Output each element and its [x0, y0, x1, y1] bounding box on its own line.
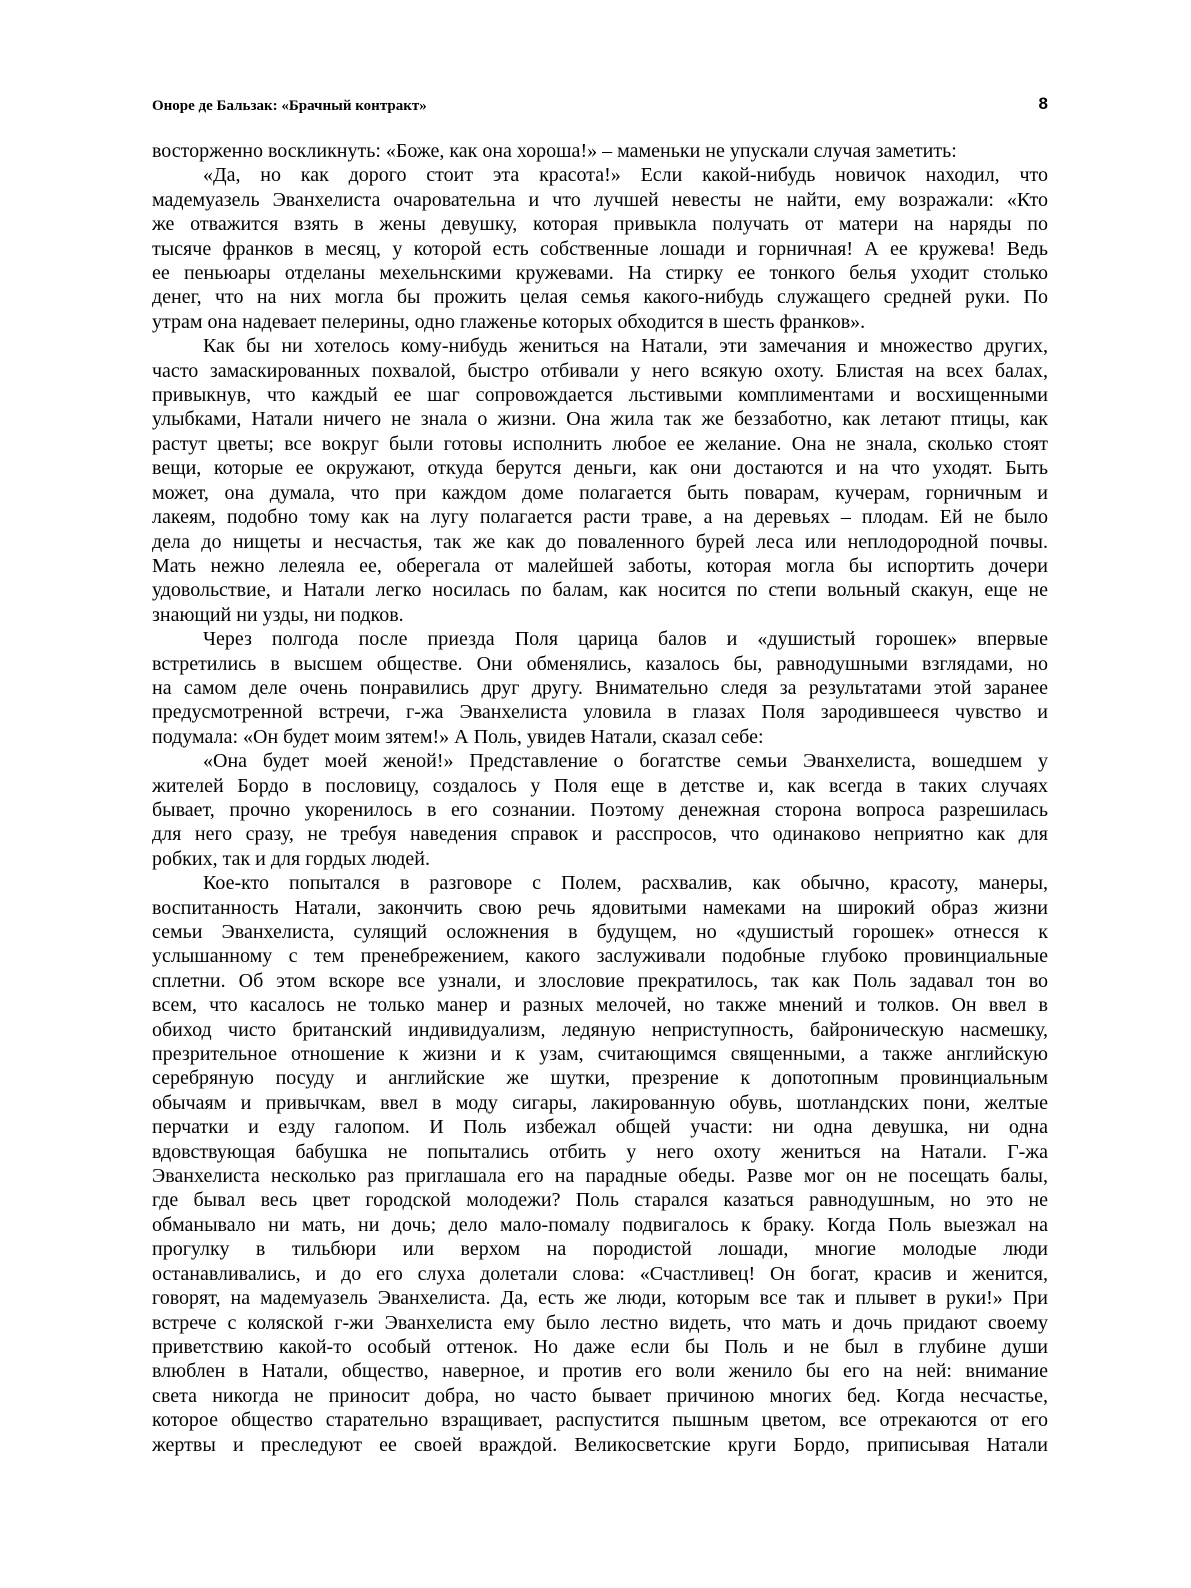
- text-line: часто замаскированных похвалой, быстро отбивали у него всякую охоту. Блистая на всех балах,: [152, 359, 1048, 382]
- text-line: знающий ни узды, ни подков.: [152, 603, 404, 626]
- text-line: утрам она надевает пелерины, одно глаженье которых обходится в шесть франков».: [152, 310, 866, 333]
- text-line: прогулку в тильбюри или верхом на породистой лошади, многие молодые люди: [152, 1238, 1048, 1261]
- text-line: на самом деле очень понравились друг другу. Внимательно следя за результатами этой заранее: [152, 676, 1048, 699]
- text-line: влюблен в Натали, общество, наверное, и против его воли женило бы его на ней: внимание: [152, 1360, 1048, 1383]
- text-line: Через полгода после приезда Поля царица балов и «душистый горошек» впервые: [203, 628, 1048, 651]
- page-number: 8: [1038, 94, 1048, 113]
- text-line: для него сразу, не требуя наведения справок и расспросов, что одинаково неприятно как для: [152, 823, 1048, 846]
- text-line: где бывал весь цвет городской молодежи? Поль старался казаться равнодушным, но это не: [152, 1189, 1048, 1212]
- text-line: обиход чисто британский индивидуализм, ледяную неприступность, байроническую насмешку,: [152, 1018, 1048, 1041]
- text-line: растут цветы; все вокруг были готовы исполнить любое ее желание. Она не знала, сколько стоят: [152, 432, 1048, 455]
- text-line: семьи Эванхелиста, сулящий осложнения в будущем, но «душистый горошек» отнесся к: [152, 921, 1048, 943]
- text-line: «Да, но как дорого стоит эта красота!» Если какой-нибудь новичок находил, что: [203, 164, 1048, 187]
- text-line: услышанному с тем пренебрежением, какого заслуживали подобные глубоко провинциальные: [152, 945, 1048, 968]
- text-line: перчатки и езду галопом. И Поль избежал общей участи: ни одна девушка, ни одна: [152, 1116, 1048, 1139]
- text-line: дела до нищеты и несчастья, так же как до поваленного бурей леса или неплодородной почвы.: [152, 530, 1048, 553]
- text-line: привыкнув, что каждый ее шаг сопровождается льстивыми комплиментами и восхищенными: [152, 384, 1048, 407]
- text-line: ее пеньюары отделаны мехельнскими кружевами. На стирку ее тонкого белья уходит столько: [152, 262, 1048, 285]
- text-line: которое общество старательно взращивает, распустится пышным цветом, все отрекаются от его: [152, 1409, 1048, 1432]
- body-text: [152, 139, 1048, 1457]
- text-line: Мать нежно лелеяла ее, оберегала от малейшей заботы, которая могла бы испортить дочери: [152, 554, 1048, 577]
- text-line: всем, что касалось не только манер и разных мелочей, но также мнений и толков. Он ввел в: [152, 994, 1048, 1017]
- paragraph: [152, 627, 1048, 749]
- text-line: приветствию какой-то особый оттенок. Но даже если бы Поль и не был в глубине души: [152, 1335, 1048, 1358]
- text-line: сплетни. Об этом вскоре все узнали, и злословие прекратилось, так как Поль задавал тон во: [152, 969, 1048, 992]
- text-line: Эванхелиста несколько раз приглашала его на парадные обеды. Разве мог он не посещать балы,: [152, 1165, 1048, 1188]
- text-line: встретились в высшем обществе. Они обменялись, казалось бы, равнодушными взглядами, но: [152, 652, 1048, 675]
- text-line: обычаям и привычкам, ввел в моду сигары, лакированную обувь, шотландских пони, желтые: [152, 1091, 1048, 1114]
- text-line: может, она думала, что при каждом доме полагается быть поварам, кучерам, горничным и: [152, 481, 1048, 504]
- text-line: денег, что на них могла бы прожить целая семья какого-нибудь служащего средней руки. По: [152, 286, 1048, 309]
- paragraph: [152, 139, 1048, 163]
- text-line: вдовствующая бабушка не попытались отбить у него охоту жениться на Натали. Г-жа: [152, 1140, 1048, 1163]
- text-line: встрече с коляской г-жи Эванхелиста ему было лестно видеть, что мать и дочь придают своему: [152, 1311, 1048, 1334]
- text-line: презрительное отношение к жизни и к узам, считающимся священными, а также английскую: [152, 1043, 1048, 1066]
- running-title: Оноре де Бальзак: «Брачный контракт»: [152, 98, 427, 114]
- text-line: говорят, на мадемуазель Эванхелиста. Да, есть же люди, которым все так и плывет в руки!» При: [152, 1287, 1048, 1310]
- text-line: улыбками, Натали ничего не знала о жизни. Она жила так же беззаботно, как летают птицы, как: [152, 408, 1048, 431]
- text-line: Кое-кто попытался в разговоре с Полем, расхвалив, как обычно, красоту, манеры,: [203, 872, 1048, 895]
- text-line: робких, так и для гордых людей.: [152, 847, 430, 870]
- text-line: тысяче франков в месяц, у которой есть собственные лошади и горничная! А ее кружева! Ведь: [152, 237, 1048, 260]
- paragraph: [152, 749, 1048, 871]
- text-line: мадемуазель Эванхелиста очаровательна и что лучшей невесты не найти, ему возражали: «Кто: [152, 188, 1048, 211]
- text-line: бывает, прочно укоренилось в его сознании. Поэтому денежная сторона вопроса разрешилась: [152, 798, 1048, 821]
- text-line: предусмотренной встречи, г-жа Эванхелиста уловила в глазах Поля зародившееся чувство и: [152, 701, 1048, 724]
- text-line: же отважится взять в жены девушку, которая привыкла получать от матери на наряды по: [152, 213, 1048, 236]
- text-line: удовольствие, и Натали легко носилась по балам, как носится по степи вольный скакун, еще не: [152, 579, 1048, 602]
- page-header: [152, 94, 1048, 120]
- text-line: серебряную посуду и английские же шутки, презрение к допотопным провинциальным: [152, 1067, 1048, 1090]
- text-line: обманывало ни мать, ни дочь; дело мало-помалу подвигалось к браку. Когда Поль выезжал на: [152, 1213, 1048, 1236]
- paragraph: [152, 334, 1048, 627]
- text-line: восторженно воскликнуть: «Боже, как она хороша!» – маменьки не упускали случая заметить:: [152, 140, 957, 162]
- text-line: подумала: «Он будет моим зятем!» А Поль, увидев Натали, сказал себе:: [152, 725, 764, 748]
- text-line: света никогда не приносит добра, но часто бывает причиною многих бед. Когда несчастье,: [152, 1384, 1048, 1407]
- text-line: жителей Бордо в пословицу, создалось у Поля еще в детстве и, как всегда в таких случаях: [152, 774, 1048, 797]
- paragraph: [152, 163, 1048, 334]
- paragraph: [152, 871, 1048, 1457]
- text-line: «Она будет моей женой!» Представление о богатстве семьи Эванхелиста, вошедшем у: [203, 750, 1048, 773]
- text-line: воспитанность Натали, закончить свою речь ядовитыми намеками на широкий образ жизни: [152, 896, 1048, 919]
- text-line: останавливались, и до его слуха долетали слова: «Счастливец! Он богат, красив и женится,: [152, 1262, 1048, 1285]
- text-line: жертвы и преследуют ее своей враждой. Великосветские круги Бордо, приписывая Натали: [152, 1433, 1048, 1456]
- text-line: Как бы ни хотелось кому-нибудь жениться на Натали, эти замечания и множество других,: [203, 335, 1048, 358]
- text-line: вещи, которые ее окружают, откуда берутся деньги, как они достаются и на что уходят. Быть: [152, 457, 1048, 480]
- text-line: лакеям, подобно тому как на лугу полагается расти траве, а на деревьях – плодам. Ей не было: [152, 506, 1048, 529]
